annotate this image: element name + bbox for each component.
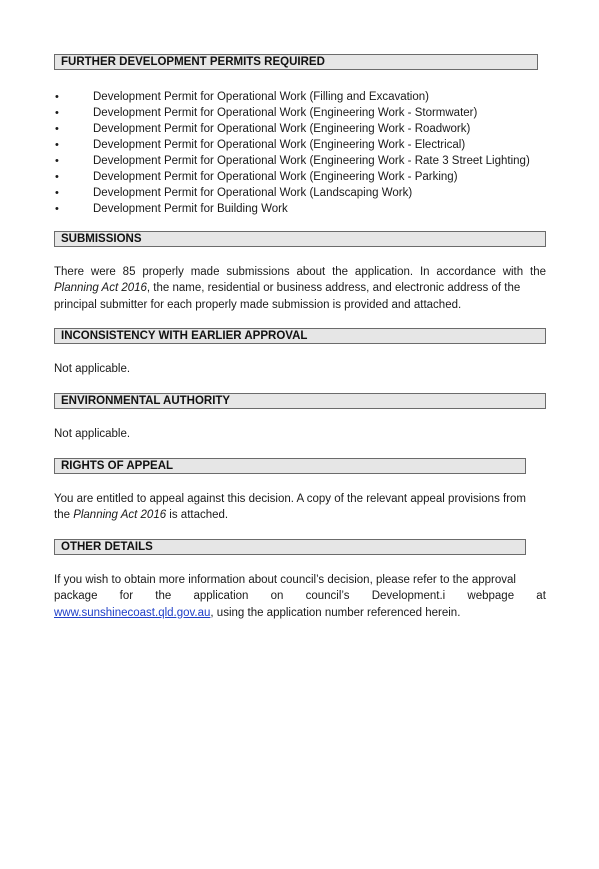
appeal-paragraph: [54, 491, 546, 524]
bullet-icon: •: [55, 203, 59, 215]
heading-environmental-authority: ENVIRONMENTAL AUTHORITY: [54, 393, 546, 409]
heading-submissions: SUBMISSIONS: [54, 231, 546, 247]
paragraph-text: is attached.: [166, 509, 229, 522]
bullet-icon: •: [55, 107, 59, 119]
heading-further-permits: FURTHER DEVELOPMENT PERMITS REQUIRED: [54, 54, 538, 70]
paragraph-line: There were 85 properly made submissions about the application. In accordance with the: [54, 266, 546, 278]
paragraph-word: package: [54, 590, 98, 603]
paragraph-line: [54, 280, 546, 296]
website-link[interactable]: www.sunshinecoast.qld.gov.au: [54, 606, 211, 619]
paragraph-word: on: [270, 590, 284, 603]
permit-text: Development Permit for Building Work: [93, 203, 288, 215]
bullet-icon: •: [55, 155, 59, 167]
heading-rights-of-appeal: RIGHTS OF APPEAL: [54, 458, 526, 474]
inconsistency-text: Not applicable.: [54, 363, 131, 375]
paragraph-word: council’s: [305, 590, 350, 603]
act-name: Planning Act 2016: [73, 509, 167, 522]
permit-text: Development Permit for Operational Work (Engineering Work - Parking): [93, 171, 458, 183]
bullet-icon: •: [55, 187, 59, 199]
bullet-icon: •: [55, 139, 59, 151]
permit-text: Development Permit for Operational Work (Landscaping Work): [93, 187, 413, 199]
submissions-paragraph: [54, 264, 546, 313]
paragraph-word: Development.i: [371, 590, 446, 603]
act-name: Planning Act 2016: [54, 282, 147, 295]
permit-text: Development Permit for Operational Work (Engineering Work - Rate 3 Street Lighting): [93, 155, 530, 167]
permit-text: Development Permit for Operational Work (Engineering Work - Stormwater): [93, 107, 478, 119]
permit-text: Development Permit for Operational Work (Engineering Work - Electrical): [93, 139, 466, 151]
permit-text: Development Permit for Operational Work (Filling and Excavation): [93, 91, 429, 103]
paragraph-line: [54, 605, 546, 621]
environmental-text: Not applicable.: [54, 428, 131, 440]
paragraph-line: If you wish to obtain more information about council’s decision, please refer to the approval: [54, 574, 516, 586]
paragraph-line: principal submitter for each properly made submission is provided and attached.: [54, 298, 462, 311]
bullet-icon: •: [55, 91, 59, 103]
paragraph-word: the: [155, 590, 172, 603]
paragraph-text: , using the application number referenced herein.: [210, 606, 461, 619]
bullet-icon: •: [55, 123, 59, 135]
paragraph-line: [54, 507, 546, 523]
paragraph-word: application: [193, 590, 249, 603]
paragraph-line: You are entitled to appeal against this decision. A copy of the relevant appeal provisions from: [54, 493, 527, 505]
paragraph-word: at: [536, 590, 546, 603]
permit-text: Development Permit for Operational Work (Engineering Work - Roadwork): [93, 123, 471, 135]
paragraph-word: for: [119, 590, 134, 603]
heading-inconsistency: INCONSISTENCY WITH EARLIER APPROVAL: [54, 328, 546, 344]
paragraph-line-justified: [54, 588, 546, 604]
paragraph-text: , the name, residential or business address, and electronic address of the: [146, 282, 521, 295]
other-details-paragraph: [54, 572, 546, 621]
paragraph-text: the: [54, 509, 74, 522]
bullet-icon: •: [55, 171, 59, 183]
paragraph-word: webpage: [467, 590, 515, 603]
heading-other-details: OTHER DETAILS: [54, 539, 526, 555]
